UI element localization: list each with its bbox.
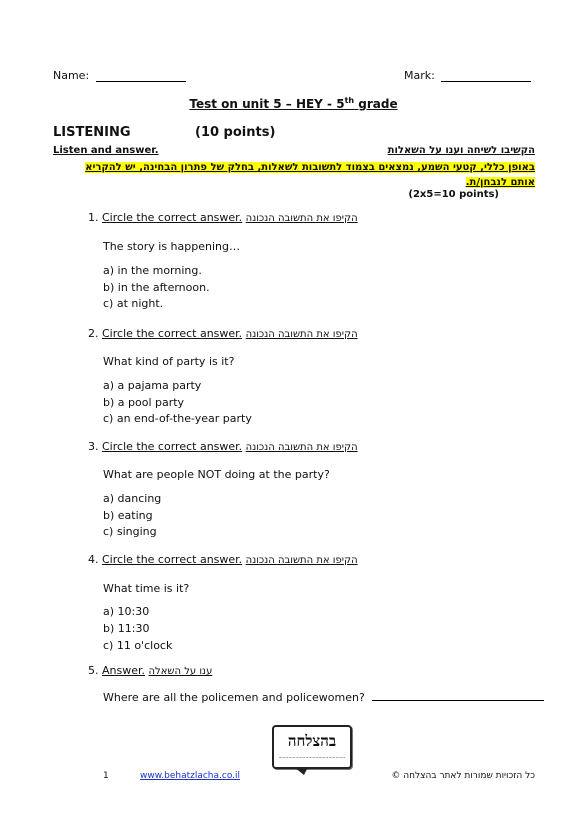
question-number: 3. bbox=[88, 440, 99, 453]
question-2-stem: What kind of party is it? bbox=[103, 355, 235, 368]
question-number: 2. bbox=[88, 327, 99, 340]
question-5-stem bbox=[103, 688, 544, 704]
teacher-note bbox=[70, 160, 535, 190]
question-1-option-b[interactable]: b) in the afternoon. bbox=[103, 281, 210, 294]
copyright-notice: כל הזכויות שמורות לאתר בהצלחה © bbox=[391, 771, 535, 781]
logo-text: בהצלחה bbox=[287, 732, 337, 750]
title-end: grade bbox=[354, 97, 398, 111]
section-points: (10 points) bbox=[195, 125, 276, 140]
question-instruction: Circle the correct answer. bbox=[102, 553, 243, 566]
question-instruction-he: הקיפו את התשובה הנכונה bbox=[245, 213, 358, 224]
question-4-option-c[interactable]: c) 11 o'clock bbox=[103, 639, 173, 652]
behatzlacha-logo bbox=[272, 725, 352, 769]
question-number: 4. bbox=[88, 553, 99, 566]
question-2-heading bbox=[88, 327, 358, 340]
question-3-stem: What are people NOT doing at the party? bbox=[103, 468, 330, 481]
question-3-option-a[interactable]: a) dancing bbox=[103, 492, 162, 505]
question-5-text: Where are all the policemen and policewomen? bbox=[103, 691, 365, 704]
question-5-heading bbox=[88, 664, 212, 677]
page-title bbox=[0, 96, 587, 111]
question-3-heading bbox=[88, 440, 358, 453]
logo-speech-tail bbox=[294, 767, 308, 775]
question-2-option-c[interactable]: c) an end-of-the-year party bbox=[103, 412, 252, 425]
mark-field[interactable] bbox=[404, 69, 531, 82]
mark-line[interactable] bbox=[441, 81, 531, 82]
question-4-option-b[interactable]: b) 11:30 bbox=[103, 622, 150, 635]
question-instruction: Circle the correct answer. bbox=[102, 327, 243, 340]
question-instruction: Circle the correct answer. bbox=[102, 440, 243, 453]
logo-tagline: ~~~~~~~~~~~~~~~~~~~~ bbox=[278, 755, 346, 760]
question-number: 5. bbox=[88, 664, 99, 677]
question-1-option-a[interactable]: a) in the morning. bbox=[103, 264, 202, 277]
question-1-option-c[interactable]: c) at night. bbox=[103, 297, 164, 310]
question-instruction-he: הקיפו את התשובה הנכונה bbox=[245, 329, 358, 340]
name-field[interactable] bbox=[53, 69, 186, 82]
title-sup: th bbox=[344, 96, 355, 105]
scoring: (2x5=10 points) bbox=[408, 189, 499, 200]
question-instruction: Answer. bbox=[102, 664, 146, 677]
section-title: LISTENING bbox=[53, 125, 131, 140]
question-1-stem: The story is happening… bbox=[103, 240, 240, 253]
instruction-he: הקשיבו לשיחה וענו על השאלות bbox=[387, 145, 535, 156]
name-label: Name: bbox=[53, 69, 90, 82]
question-4-heading bbox=[88, 553, 358, 566]
page-number: 1 bbox=[103, 771, 109, 781]
name-line[interactable] bbox=[96, 81, 186, 82]
question-2-option-b[interactable]: b) a pool party bbox=[103, 396, 185, 409]
question-instruction-he: הקיפו את התשובה הנכונה bbox=[245, 442, 358, 453]
question-1-heading bbox=[88, 211, 358, 224]
teacher-note-text: באופן כללי, קטעי השמע, נמצאים בצמוד לתשובות לשאלות, בחלק של פתרון הבחינה, יש להקריא אותם לנבחן/ת. bbox=[85, 162, 535, 188]
question-4-stem: What time is it? bbox=[103, 582, 190, 595]
question-number: 1. bbox=[88, 211, 99, 224]
mark-label: Mark: bbox=[404, 69, 435, 82]
question-4-option-a[interactable]: a) 10:30 bbox=[103, 605, 150, 618]
question-3-option-b[interactable]: b) eating bbox=[103, 509, 153, 522]
question-instruction-he: ענו על השאלה bbox=[148, 666, 213, 677]
question-3-option-c[interactable]: c) singing bbox=[103, 525, 157, 538]
answer-line[interactable] bbox=[372, 688, 544, 701]
question-instruction-he: הקיפו את התשובה הנכונה bbox=[245, 555, 358, 566]
question-2-option-a[interactable]: a) a pajama party bbox=[103, 379, 202, 392]
instruction-en: Listen and answer. bbox=[53, 145, 159, 156]
title-main: Test on unit 5 – HEY - 5 bbox=[189, 97, 345, 111]
question-instruction: Circle the correct answer. bbox=[102, 211, 243, 224]
website-link[interactable]: www.behatzlacha.co.il bbox=[140, 771, 241, 781]
